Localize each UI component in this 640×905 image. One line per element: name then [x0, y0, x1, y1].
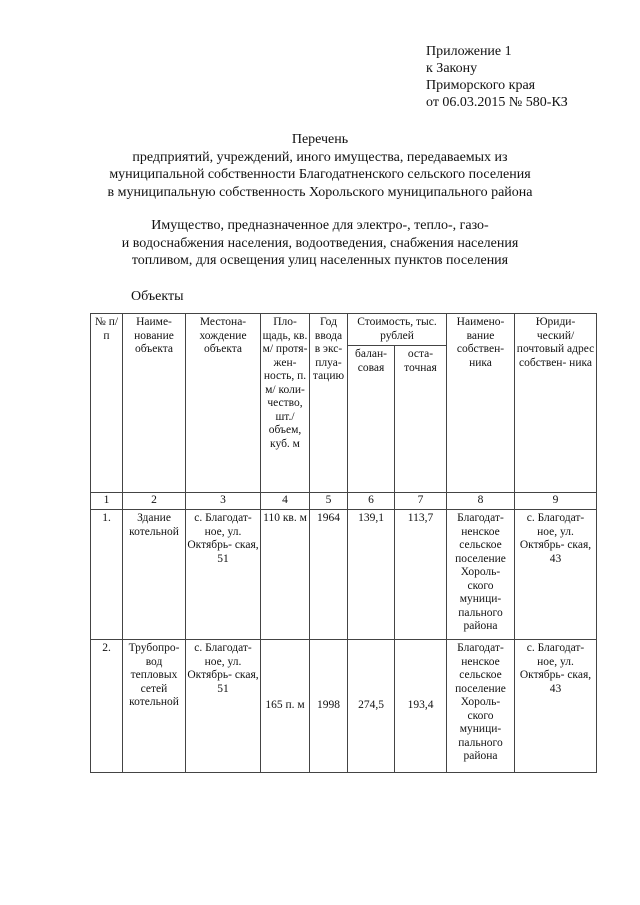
subtitle-line-3: топливом, для освещения улиц населенных пунктов поселения	[131, 253, 509, 268]
row-location: с. Благодат- ное, ул. Октябрь- ская, 51	[186, 640, 261, 773]
header-location: Местона- хождение объекта	[186, 314, 261, 493]
header-num: № п/п	[91, 314, 123, 493]
appendix-line-1: Приложение 1	[426, 44, 512, 59]
col-number: 6	[348, 493, 395, 510]
document-subtitle	[0, 217, 640, 270]
row-address: с. Благодат- ное, ул. Октябрь- ская, 43	[515, 510, 597, 640]
row-area: 165 п. м	[261, 640, 310, 773]
col-number: 4	[261, 493, 310, 510]
row-area: 110 кв. м	[261, 510, 310, 640]
row-year: 1998	[310, 640, 348, 773]
header-year: Год ввода в экс- плуа- тацию	[310, 314, 348, 493]
header-owner: Наимено- вание собствен- ника	[447, 314, 515, 493]
header-row	[91, 314, 597, 346]
subtitle-line-2: и водоснабжения населения, водоотведения, снабжения населения	[121, 235, 519, 251]
document-title	[0, 131, 640, 201]
header-cost: Стоимость, тыс. рублей	[348, 314, 447, 346]
table-row	[91, 510, 597, 640]
row-residual: 193,4	[395, 640, 447, 773]
column-number-row	[91, 493, 597, 510]
row-name: Здание котельной	[123, 510, 186, 640]
row-balance: 139,1	[348, 510, 395, 640]
table-row	[91, 640, 597, 773]
header-balance: балан- совая	[348, 346, 395, 493]
title-line-2: предприятий, учреждений, иного имущества, передаваемых из	[132, 149, 508, 165]
row-owner: Благодат- ненское сельское поселение Хороль- ского муници- пального района	[447, 510, 515, 640]
header-address: Юриди- ческий/ почтовый адрес собствен- ника	[515, 314, 597, 493]
title-line-1: Перечень	[291, 132, 349, 147]
row-num: 1.	[91, 510, 123, 640]
appendix-block	[426, 43, 568, 111]
col-number: 7	[395, 493, 447, 510]
col-number: 1	[91, 493, 123, 510]
row-name: Трубопро- вод тепловых сетей котельной	[123, 640, 186, 773]
row-balance: 274,5	[348, 640, 395, 773]
col-number: 5	[310, 493, 348, 510]
row-year: 1964	[310, 510, 348, 640]
section-label: Объекты	[131, 289, 184, 304]
header-residual: оста- точная	[395, 346, 447, 493]
title-line-3: муниципальной собственности Благодатненского сельского поселения	[109, 167, 531, 182]
col-number: 9	[515, 493, 597, 510]
appendix-line-2: к Закону	[426, 61, 478, 76]
subtitle-line-1: Имущество, предназначенное для электро-, тепло-, газо-	[151, 218, 489, 233]
header-area: Пло- щадь, кв. м/ протя- жен- ность, п. м/ коли- чество, шт./ объем, куб. м	[261, 314, 310, 493]
row-address: с. Благодат- ное, ул. Октябрь- ская, 43	[515, 640, 597, 773]
col-number: 3	[186, 493, 261, 510]
row-num: 2.	[91, 640, 123, 773]
header-name: Наиме- нование объекта	[123, 314, 186, 493]
appendix-line-4: от 06.03.2015 № 580-КЗ	[426, 95, 568, 110]
property-table	[90, 313, 597, 773]
row-location: с. Благодат- ное, ул. Октябрь- ская, 51	[186, 510, 261, 640]
appendix-line-3: Приморского края	[426, 78, 536, 93]
row-residual: 113,7	[395, 510, 447, 640]
title-line-4: в муниципальную собственность Хорольского муниципального района	[107, 184, 533, 200]
row-owner: Благодат- ненское сельское поселение Хороль- ского муници- пального района	[447, 640, 515, 773]
col-number: 2	[123, 493, 186, 510]
col-number: 8	[447, 493, 515, 510]
